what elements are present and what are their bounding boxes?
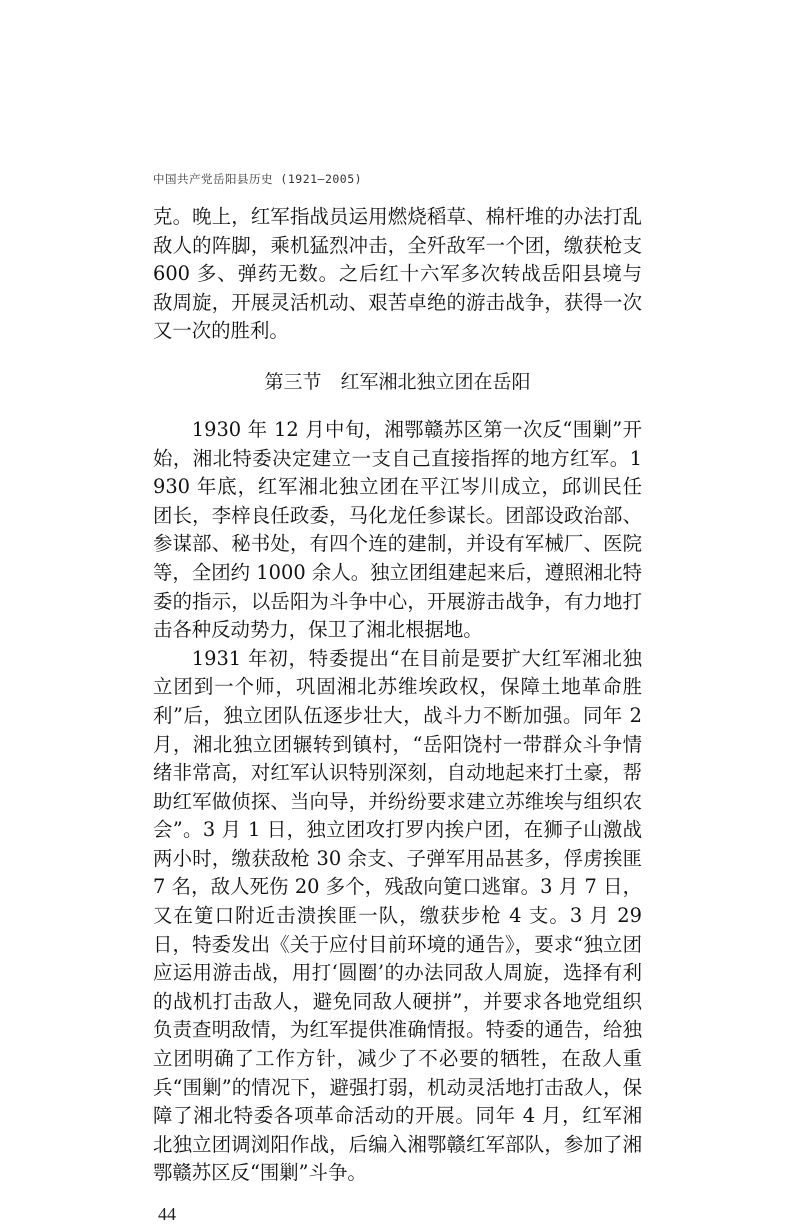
running-header: 中国共产党岳阳县历史 (1921—2005)	[153, 172, 363, 186]
section-body	[153, 416, 642, 1188]
continued-paragraph: 克。晚上，红军指战员运用燃烧稻草、棉杆堆的办法打乱敌人的阵脚，乘机猛烈冲击，全歼敌军一个团，缴获枪支 600 多、弹药无数。之后红十六军多次转战岳阳县境与敌周旋，开展灵活机动、艰苦卓绝的游击战争，获得一次又一次的胜利。	[153, 205, 642, 343]
book-page	[153, 0, 642, 1226]
page-number: 44	[158, 1204, 176, 1224]
section-title: 第三节 红军湘北独立团在岳阳	[264, 370, 531, 393]
paragraph-2: 1931 年初，特委提出“在目前是要扩大红军湘北独立团到一个师，巩固湘北苏维埃政权，保障土地革命胜利”后，独立团队伍逐步壮大，战斗力不断加强。同年 2 月，湘北独立团辗转到镇村，“岳阳饶村一带群众斗争情绪非常高，对红军认识特别深刻，自动地起来打土豪，帮助红军做侦探、当向导，并纷纷要求建立苏维埃与组织农会”。3 月 1 日，独立团攻打罗内挨户团，在狮子山激战两小时，缴获敌枪 30 余支、子弹军用品甚多，俘虏挨匪 7 名，敌人死伤 20 多个，残敌向筻口逃窜。3 月 7 日，又在筻口附近击溃挨匪一队，缴获步枪 4 支。3 月 29 日，特委发出《关于应付目前环境的通告》，要求“独立团应运用游击战，用打‘圆圈’的办法同敌人周旋，选择有利的战机打击敌人，避免同敌人硬拼”，并要求各地党组织负责查明敌情，为红军提供准确情报。特委的通告，给独立团明确了工作方针，减少了不必要的牺牲，在敌人重兵“围剿”的情况下，避强打弱，机动灵活地打击敌人，保障了湘北特委各项革命活动的开展。同年 4 月，红军湘北独立团调浏阳作战，后编入湘鄂赣红军部队，参加了湘鄂赣苏区反“围剿”斗争。	[153, 646, 642, 1185]
paragraph-1: 1930 年 12 月中旬，湘鄂赣苏区第一次反“围剿”开始，湘北特委决定建立一支自己直接指挥的地方红军。1930 年底，红军湘北独立团在平江岑川成立，邱训民任团长，李梓良任政委，马化龙任参谋长。团部设政治部、参谋部、秘书处，有四个连的建制，并设有军械厂、医院等，全团约 1000 余人。独立团组建起来后，遵照湘北特委的指示，以岳阳为斗争中心，开展游击战争，有力地打击各种反动势力，保卫了湘北根据地。	[153, 417, 642, 642]
